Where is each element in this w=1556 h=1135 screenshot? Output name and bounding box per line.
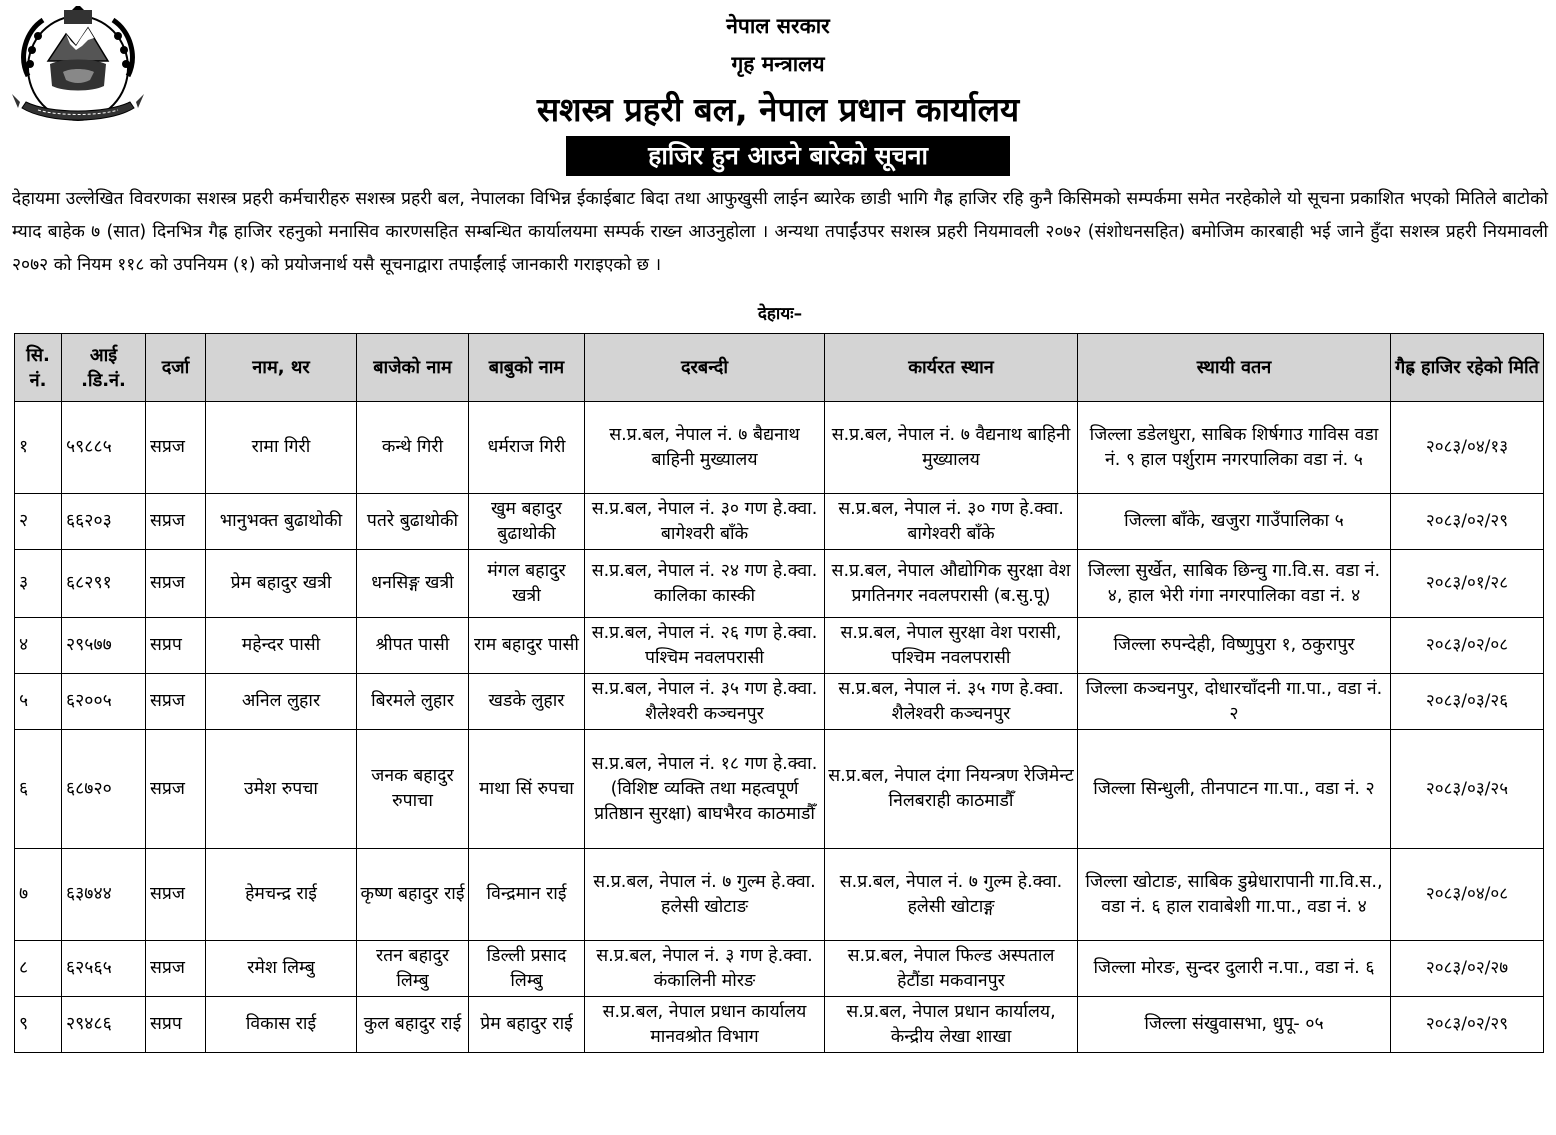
col-header-posting: दरबन्दी [585, 334, 825, 402]
row-absent-date: २०८३/०४/१३ [1391, 402, 1544, 494]
row-rank: सप्रज [146, 550, 206, 618]
row-absent-date: २०८३/०३/२६ [1391, 674, 1544, 730]
row-address: जिल्ला सुर्खेत, साबिक छिन्चु गा.वि.स. वडा नं. ४, हाल भेरी गंगा नगरपालिका वडा नं. ४ [1078, 550, 1391, 618]
table-row [15, 674, 1544, 730]
row-sn: २ [15, 494, 62, 550]
office-title: सशस्त्र प्रहरी बल, नेपाल प्रधान कार्यालय [536, 90, 1020, 129]
row-posting: स.प्र.बल, नेपाल नं. ३५ गण हे.क्वा. शैलेश्वरी कञ्चनपुर [585, 674, 825, 730]
col-header-absent-date: गैह्र हाजिर रहेको मिति [1391, 334, 1544, 402]
row-father: खुम बहादुर बुढाथोकी [469, 494, 585, 550]
row-workplace: स.प्र.बल, नेपाल फिल्ड अस्पताल हेटौंडा मकवानपुर [825, 941, 1078, 997]
col-header-id: आई .डि.नं. [62, 334, 146, 402]
row-father: खडके लुहार [469, 674, 585, 730]
row-name: अनिल लुहार [206, 674, 357, 730]
row-address: जिल्ला बाँके, खजुरा गाउँपालिका ५ [1078, 494, 1391, 550]
col-header-grandfather: बाजेको नाम [357, 334, 469, 402]
row-workplace: स.प्र.बल, नेपाल दंगा नियन्त्रण रेजिमेन्ट निलबराही काठमाडौँ [825, 730, 1078, 849]
row-sn: ५ [15, 674, 62, 730]
row-workplace: स.प्र.बल, नेपाल नं. ३० गण हे.क्वा. बागेश्वरी बाँके [825, 494, 1078, 550]
row-name: रमेश लिम्बु [206, 941, 357, 997]
row-posting: स.प्र.बल, नेपाल नं. १८ गण हे.क्वा. (विशिष्ट व्यक्ति तथा महत्वपूर्ण प्रतिष्ठान सुरक्षा) बाघभैरव काठमाडौँ [585, 730, 825, 849]
ministry-title: गृह मन्त्रालय [731, 52, 825, 76]
table-row [15, 849, 1544, 941]
col-header-name: नाम, थर [206, 334, 357, 402]
row-id: ५९८८५ [62, 402, 146, 494]
row-id: ६३७४४ [62, 849, 146, 941]
row-name: भानुभक्त बुढाथोकी [206, 494, 357, 550]
row-father: धर्मराज गिरी [469, 402, 585, 494]
row-posting: स.प्र.बल, नेपाल नं. ३० गण हे.क्वा. बागेश्वरी बाँके [585, 494, 825, 550]
row-father: प्रेम बहादुर राई [469, 997, 585, 1053]
row-rank: सप्रज [146, 849, 206, 941]
row-workplace: स.प्र.बल, नेपाल नं. ७ गुल्म हे.क्वा. हलेसी खोटाङ्ग [825, 849, 1078, 941]
col-header-sn: सि. नं. [15, 334, 62, 402]
row-name: महेन्दर पासी [206, 618, 357, 674]
absentee-table [14, 333, 1544, 1053]
row-absent-date: २०८३/०२/२९ [1391, 997, 1544, 1053]
col-header-workplace: कार्यरत स्थान [825, 334, 1078, 402]
row-name: उमेश रुपचा [206, 730, 357, 849]
row-workplace: स.प्र.बल, नेपाल सुरक्षा वेश परासी, पश्चिम नवलपरासी [825, 618, 1078, 674]
row-address: जिल्ला खोटाङ, साबिक डुम्रेधारापानी गा.वि.स., वडा नं. ६ हाल रावाबेशी गा.पा., वडा नं. ४ [1078, 849, 1391, 941]
row-address: जिल्ला मोरङ, सुन्दर दुलारी न.पा., वडा नं. ६ [1078, 941, 1391, 997]
row-posting: स.प्र.बल, नेपाल नं. २६ गण हे.क्वा. पश्चिम नवलपरासी [585, 618, 825, 674]
table-header-row [15, 334, 1544, 402]
table-row [15, 402, 1544, 494]
col-header-father: बाबुको नाम [469, 334, 585, 402]
row-name: विकास राई [206, 997, 357, 1053]
row-posting: स.प्र.बल, नेपाल नं. ३ गण हे.क्वा. कंकालिनी मोरङ [585, 941, 825, 997]
row-posting: स.प्र.बल, नेपाल नं. ७ बैद्यनाथ बाहिनी मुख्यालय [585, 402, 825, 494]
row-sn: ७ [15, 849, 62, 941]
row-posting: स.प्र.बल, नेपाल प्रधान कार्यालय मानवश्रोत विभाग [585, 997, 825, 1053]
row-grandfather: श्रीपत पासी [357, 618, 469, 674]
row-name: प्रेम बहादुर खत्री [206, 550, 357, 618]
row-rank: सप्रज [146, 730, 206, 849]
dehaya-label: देहायः– [757, 304, 803, 324]
row-rank: सप्रज [146, 494, 206, 550]
row-rank: सप्रज [146, 941, 206, 997]
table-row [15, 730, 1544, 849]
row-father: माथा सिं रुपचा [469, 730, 585, 849]
col-header-rank: दर्जा [146, 334, 206, 402]
row-name: रामा गिरी [206, 402, 357, 494]
row-grandfather: कन्थे गिरी [357, 402, 469, 494]
row-workplace: स.प्र.बल, नेपाल प्रधान कार्यालय, केन्द्रीय लेखा शाखा [825, 997, 1078, 1053]
row-father: राम बहादुर पासी [469, 618, 585, 674]
row-address: जिल्ला रुपन्देही, विष्णुपुरा १, ठकुरापुर [1078, 618, 1391, 674]
row-address: जिल्ला डडेलधुरा, साबिक शिर्षगाउ गाविस वडा नं. ९ हाल पर्शुराम नगरपालिका वडा नं. ५ [1078, 402, 1391, 494]
row-name: हेमचन्द्र राई [206, 849, 357, 941]
government-title: नेपाल सरकार [726, 14, 830, 38]
row-sn: ९ [15, 997, 62, 1053]
row-absent-date: २०८३/०२/०८ [1391, 618, 1544, 674]
row-grandfather: रतन बहादुर लिम्बु [357, 941, 469, 997]
row-absent-date: २०८३/०३/२५ [1391, 730, 1544, 849]
row-id: २९५७७ [62, 618, 146, 674]
row-grandfather: कृष्ण बहादुर राई [357, 849, 469, 941]
table-row [15, 997, 1544, 1053]
row-grandfather: पतरे बुढाथोकी [357, 494, 469, 550]
row-sn: ८ [15, 941, 62, 997]
row-posting: स.प्र.बल, नेपाल नं. ७ गुल्म हे.क्वा. हलेसी खोटाङ [585, 849, 825, 941]
row-workplace: स.प्र.बल, नेपाल नं. ७ वैद्यनाथ बाहिनी मुख्यालय [825, 402, 1078, 494]
row-father: विन्द्रमान राई [469, 849, 585, 941]
row-grandfather: बिरमले लुहार [357, 674, 469, 730]
table-row [15, 494, 1544, 550]
row-id: ६६२०३ [62, 494, 146, 550]
row-absent-date: २०८३/०२/२७ [1391, 941, 1544, 997]
nepal-emblem-icon [8, 6, 148, 136]
row-rank: सप्रप [146, 997, 206, 1053]
row-absent-date: २०८३/०२/२९ [1391, 494, 1544, 550]
table-row [15, 618, 1544, 674]
notice-intro-paragraph: देहायमा उल्लेखित विवरणका सशस्त्र प्रहरी कर्मचारीहरु सशस्त्र प्रहरी बल, नेपालका विभिन्न ईकाईबाट बिदा तथा आफुखुसी लाईन ब्यारेक छाडी भागि गैह्र हाजिर रहि कुनै किसिमको सम्पर्कमा समेत नरहेकोले यो सूचना प्रकाशित भएको मितिले बाटोको म्याद बाहेक ७ (सात) दिनभित्र गैह्र हाजिर रहनुको मनासिव कारणसहित सम्बन्धित कार्यालयमा सम्पर्क राख्न आउनुहोला । अन्यथा तपाईंउपर सशस्त्र प्रहरी नियमावली २०७२ (संशोधनसहित) बमोजिम कारबाही भई जाने हुँदा सशस्त्र प्रहरी नियमावली २०७२ को नियम ११८ को उपनियम (१) को प्रयोजनार्थ यसै सूचनाद्वारा तपाईंलाई जानकारी गराइएको छ । [12, 189, 1548, 275]
row-id: ६८२९१ [62, 550, 146, 618]
row-father: डिल्ली प्रसाद लिम्बु [469, 941, 585, 997]
row-workplace: स.प्र.बल, नेपाल औद्योगिक सुरक्षा वेश प्रगतिनगर नवलपरासी (ब.सु.पू) [825, 550, 1078, 618]
row-address: जिल्ला सिन्धुली, तीनपाटन गा.पा., वडा नं. २ [1078, 730, 1391, 849]
row-address: जिल्ला कञ्चनपुर, दोधारचाँदनी गा.पा., वडा नं. २ [1078, 674, 1391, 730]
col-header-address: स्थायी वतन [1078, 334, 1391, 402]
row-id: ६८७२० [62, 730, 146, 849]
row-sn: ३ [15, 550, 62, 618]
row-id: ६२००५ [62, 674, 146, 730]
row-id: २९४८६ [62, 997, 146, 1053]
row-grandfather: जनक बहादुर रुपाचा [357, 730, 469, 849]
notice-title: हाजिर हुन आउने बारेको सूचना [566, 136, 1010, 176]
row-rank: सप्रप [146, 618, 206, 674]
row-sn: ४ [15, 618, 62, 674]
row-rank: सप्रज [146, 674, 206, 730]
row-posting: स.प्र.बल, नेपाल नं. २४ गण हे.क्वा. कालिका कास्की [585, 550, 825, 618]
row-absent-date: २०८३/०४/०८ [1391, 849, 1544, 941]
row-workplace: स.प्र.बल, नेपाल नं. ३५ गण हे.क्वा. शैलेश्वरी कञ्चनपुर [825, 674, 1078, 730]
row-address: जिल्ला संखुवासभा, धुपू- ०५ [1078, 997, 1391, 1053]
row-rank: सप्रज [146, 402, 206, 494]
table-row [15, 941, 1544, 997]
row-father: मंगल बहादुर खत्री [469, 550, 585, 618]
row-sn: १ [15, 402, 62, 494]
row-grandfather: धनसिङ्ग खत्री [357, 550, 469, 618]
row-absent-date: २०८३/०१/२८ [1391, 550, 1544, 618]
row-sn: ६ [15, 730, 62, 849]
row-id: ६२५६५ [62, 941, 146, 997]
row-grandfather: कुल बहादुर राई [357, 997, 469, 1053]
table-row [15, 550, 1544, 618]
